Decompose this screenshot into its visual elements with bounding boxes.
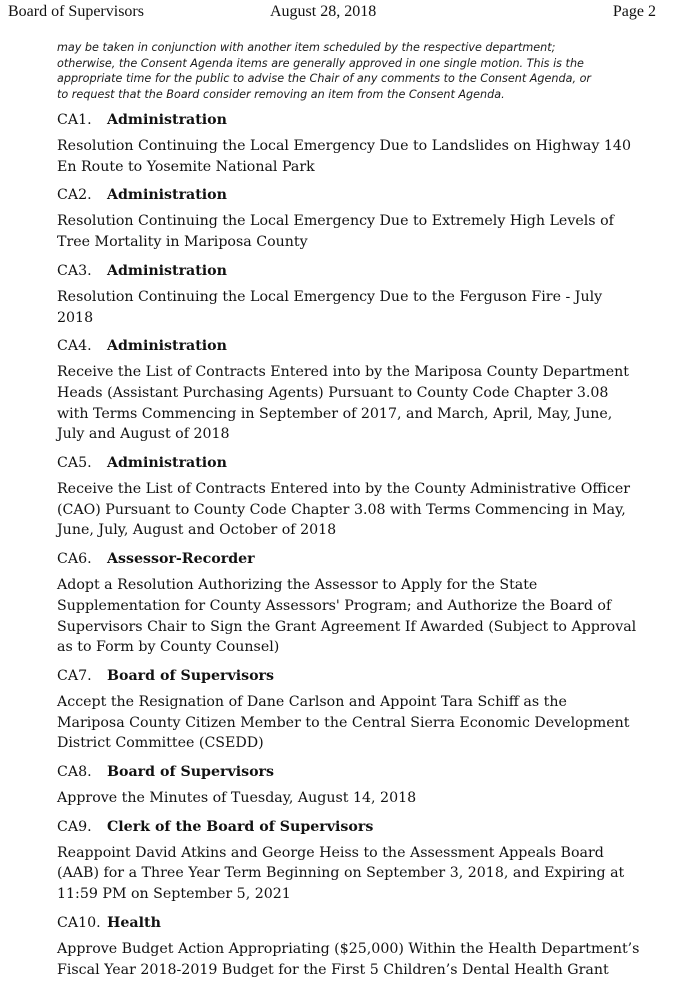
page-header bbox=[8, 3, 656, 25]
description-line: (CAO) Pursuant to County Code Chapter 3.08 with Terms Commencing in May, bbox=[57, 501, 626, 518]
agenda-item-description bbox=[57, 479, 657, 541]
agenda-item bbox=[57, 666, 657, 754]
description-line: Approve Budget Action Appropriating ($25,000) Within the Health Department’s bbox=[57, 940, 640, 957]
description-line: Adopt a Resolution Authorizing the Assessor to Apply for the State bbox=[57, 577, 538, 594]
description-line: 11:59 PM on September 5, 2021 bbox=[57, 886, 291, 903]
agenda-item bbox=[57, 453, 657, 541]
description-line: Tree Mortality in Mariposa County bbox=[57, 234, 308, 251]
agenda-item-department: Administration bbox=[107, 455, 227, 472]
agenda-item-number: CA3. bbox=[57, 262, 92, 279]
description-line: July and August of 2018 bbox=[57, 426, 230, 443]
description-line: Fiscal Year 2018-2019 Budget for the First 5 Children’s Dental Health Grant bbox=[57, 961, 609, 978]
description-line: Approve the Minutes of Tuesday, August 14, 2018 bbox=[57, 790, 417, 807]
description-line: Mariposa County Citizen Member to the Central Sierra Economic Development bbox=[57, 714, 630, 731]
description-line: Heads (Assistant Purchasing Agents) Pursuant to County Code Chapter 3.08 bbox=[57, 384, 609, 401]
agenda-item-department: Administration bbox=[107, 112, 227, 128]
agenda-item-description bbox=[57, 843, 657, 905]
agenda-item-number: CA8. bbox=[57, 764, 92, 781]
agenda-item bbox=[57, 762, 657, 809]
description-line: 2018 bbox=[57, 309, 94, 326]
description-line: District Committee (CSEDD) bbox=[57, 735, 264, 752]
agenda-item-department: Board of Supervisors bbox=[107, 764, 275, 781]
agenda-item-description bbox=[57, 362, 657, 445]
header-page-number: Page 2 bbox=[612, 3, 656, 20]
agenda-item-heading bbox=[57, 185, 657, 205]
description-line: June, July, August and October of 2018 bbox=[57, 522, 337, 539]
agenda-item-heading bbox=[57, 453, 657, 473]
agenda-item-number: CA2. bbox=[57, 187, 92, 204]
consent-agenda-items bbox=[57, 110, 657, 988]
agenda-item-heading bbox=[57, 762, 657, 782]
agenda-item-description bbox=[57, 575, 657, 658]
agenda-item bbox=[57, 336, 657, 445]
header-board-name: Board of Supervisors bbox=[8, 3, 144, 20]
agenda-item-number: CA5. bbox=[57, 455, 92, 472]
agenda-item-number: CA9. bbox=[57, 818, 92, 835]
description-line: with Terms Commencing in September of 2017, and March, April, May, June, bbox=[57, 405, 613, 422]
agenda-item-heading bbox=[57, 110, 657, 130]
agenda-item-department: Clerk of the Board of Supervisors bbox=[107, 818, 374, 835]
description-line: Resolution Continuing the Local Emergency Due to the Ferguson Fire - July bbox=[57, 288, 603, 305]
agenda-item-department: Administration bbox=[107, 262, 227, 279]
agenda-item-department: Administration bbox=[107, 187, 227, 204]
description-line: En Route to Yosemite National Park bbox=[57, 158, 315, 175]
agenda-item-number: CA6. bbox=[57, 551, 92, 568]
agenda-item-number: CA1. bbox=[57, 112, 92, 128]
description-line: (AAB) for a Three Year Term Beginning on September 3, 2018, and Expiring at bbox=[57, 865, 625, 882]
description-line: Supplementation for County Assessors' Program; and Authorize the Board of bbox=[57, 597, 612, 614]
agenda-item-heading bbox=[57, 549, 657, 569]
description-line: Supervisors Chair to Sign the Grant Agreement If Awarded (Subject to Approval bbox=[57, 618, 637, 635]
agenda-item-number: CA7. bbox=[57, 667, 92, 684]
description-line: Accept the Resignation of Dane Carlson and Appoint Tara Schiff as the bbox=[57, 693, 567, 710]
agenda-item-number: CA4. bbox=[57, 338, 92, 355]
description-line: Resolution Continuing the Local Emergency Due to Landslides on Highway 140 bbox=[57, 138, 631, 154]
agenda-item-number: CA10. bbox=[57, 914, 101, 931]
agenda-item-description bbox=[57, 939, 657, 980]
intro-line: to request that the Board consider removing an item from the Consent Agenda. bbox=[57, 87, 505, 101]
agenda-item-heading bbox=[57, 336, 657, 356]
agenda-item-description bbox=[57, 788, 657, 809]
intro-line: otherwise, the Consent Agenda items are generally approved in one single motion. This is the bbox=[57, 56, 584, 70]
agenda-item-heading bbox=[57, 817, 657, 837]
description-line: as to Form by County Counsel) bbox=[57, 639, 280, 656]
agenda-item-heading bbox=[57, 913, 657, 933]
agenda-item-description bbox=[57, 136, 657, 177]
intro-line: appropriate time for the public to advise the Chair of any comments to the Consent Agenda, or bbox=[57, 72, 592, 86]
agenda-item bbox=[57, 913, 657, 980]
agenda-item-description bbox=[57, 692, 657, 754]
agenda-item bbox=[57, 185, 657, 252]
agenda-item-department: Administration bbox=[107, 338, 227, 355]
agenda-item bbox=[57, 110, 657, 177]
description-line: Resolution Continuing the Local Emergency Due to Extremely High Levels of bbox=[57, 213, 614, 230]
agenda-item-heading bbox=[57, 666, 657, 686]
agenda-item bbox=[57, 817, 657, 905]
agenda-item-department: Assessor-Recorder bbox=[107, 551, 255, 568]
agenda-item-department: Health bbox=[107, 914, 161, 931]
agenda-item-description bbox=[57, 287, 657, 328]
agenda-item bbox=[57, 549, 657, 658]
intro-line: may be taken in conjunction with another item scheduled by the respective department; bbox=[57, 41, 556, 54]
description-line: Receive the List of Contracts Entered into by the County Administrative Officer bbox=[57, 481, 631, 498]
agenda-item bbox=[57, 261, 657, 328]
description-line: Reappoint David Atkins and George Heiss to the Assessment Appeals Board bbox=[57, 844, 604, 861]
agenda-item-description bbox=[57, 211, 657, 252]
agenda-item-department: Board of Supervisors bbox=[107, 667, 275, 684]
agenda-item-heading bbox=[57, 261, 657, 281]
consent-agenda-intro bbox=[57, 40, 657, 102]
description-line: Receive the List of Contracts Entered into by the Mariposa County Department bbox=[57, 364, 629, 381]
header-meeting-date: August 28, 2018 bbox=[270, 3, 377, 20]
